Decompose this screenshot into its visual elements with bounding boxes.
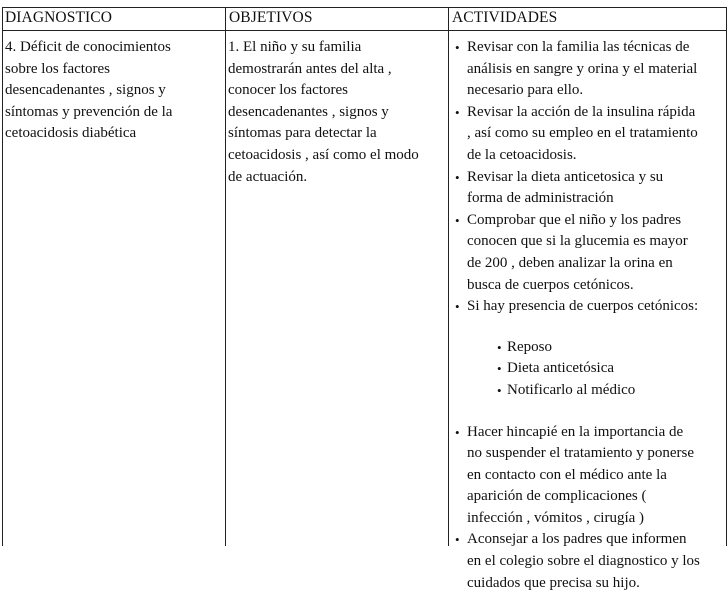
diagnostico-line: cetoacidosis diabética [5, 123, 223, 145]
actividades-list [453, 37, 725, 318]
objetivos-line: desencadenantes , signos y [228, 102, 446, 124]
objetivos-line: demostrarán antes del alta , [228, 59, 446, 81]
list-item [453, 210, 725, 296]
list-item-line: forma de administración [467, 188, 725, 210]
list-item-line: aparición de complicaciones ( [467, 486, 725, 508]
list-item [453, 529, 725, 594]
sub-list-item: • Dieta anticetósica [497, 358, 725, 380]
objetivos-line: cetoacidosis , así como el modo [228, 145, 446, 167]
care-plan-table [0, 7, 728, 546]
list-item-line: de la cetoacidosis. [467, 145, 725, 167]
diagnostico-line: sobre los factores [5, 59, 223, 81]
objetivos-cell [228, 37, 446, 188]
header-diagnostico: DIAGNOSTICO [5, 9, 112, 27]
table-left-border [2, 7, 3, 546]
table-right-border [726, 7, 727, 546]
list-item-line: análisis en sangre y orina y el material [467, 59, 725, 81]
list-item [453, 422, 725, 530]
list-item-line: • Revisar la acción de la insulina rápida [467, 102, 725, 124]
sub-list-item: • Reposo [497, 337, 725, 359]
list-item-line: de 200 , deben analizar la orina en [467, 253, 725, 275]
list-item-line: busca de cuerpos cetónicos. [467, 275, 725, 297]
list-item-line: , así como su empleo en el tratamiento [467, 123, 725, 145]
list-item-line: • Hacer hincapié en la importancia de [467, 422, 725, 444]
list-item [453, 102, 725, 167]
list-item-line: infección , vómitos , cirugía ) [467, 508, 725, 530]
column-divider-2 [448, 7, 449, 546]
actividades-list-continued [453, 422, 725, 594]
list-item-line: no suspender el tratamiento y ponerse [467, 443, 725, 465]
list-item-line: • Aconsejar a los padres que informen [467, 529, 725, 551]
diagnostico-line: 4. Déficit de conocimientos [5, 37, 223, 59]
list-item-line: • Revisar con la familia las técnicas de [467, 37, 725, 59]
diagnostico-line: síntomas y prevención de la [5, 102, 223, 124]
list-item [453, 296, 725, 318]
objetivos-line: de actuación. [228, 167, 446, 189]
actividades-cell [453, 37, 725, 594]
list-item-line: necesario para ello. [467, 80, 725, 102]
table-top-border [2, 7, 726, 8]
list-item [453, 37, 725, 102]
list-item-line: en contacto con el médico ante la [467, 465, 725, 487]
header-objetivos: OBJETIVOS [229, 9, 313, 27]
header-bottom-border [2, 30, 726, 31]
list-item-line: en el colegio sobre el diagnostico y los [467, 551, 725, 573]
list-item-line: • Si hay presencia de cuerpos cetónicos: [467, 296, 725, 318]
list-item [453, 167, 725, 210]
objetivos-line: conocer los factores [228, 80, 446, 102]
header-actividades: ACTIVIDADES [452, 9, 557, 27]
column-divider-1 [225, 7, 226, 546]
list-item-line: conocen que si la glucemia es mayor [467, 231, 725, 253]
diagnostico-line: desencadenantes , signos y [5, 80, 223, 102]
sub-list [497, 337, 725, 402]
objetivos-line: síntomas para detectar la [228, 123, 446, 145]
sub-list-item: • Notificarlo al médico [497, 380, 725, 402]
list-item-line: cuidados que precisa su hijo. [467, 573, 725, 594]
objetivos-line: 1. El niño y su familia [228, 37, 446, 59]
list-item-line: • Comprobar que el niño y los padres [467, 210, 725, 232]
list-item-line: • Revisar la dieta anticetosica y su [467, 167, 725, 189]
diagnostico-cell [5, 37, 223, 145]
